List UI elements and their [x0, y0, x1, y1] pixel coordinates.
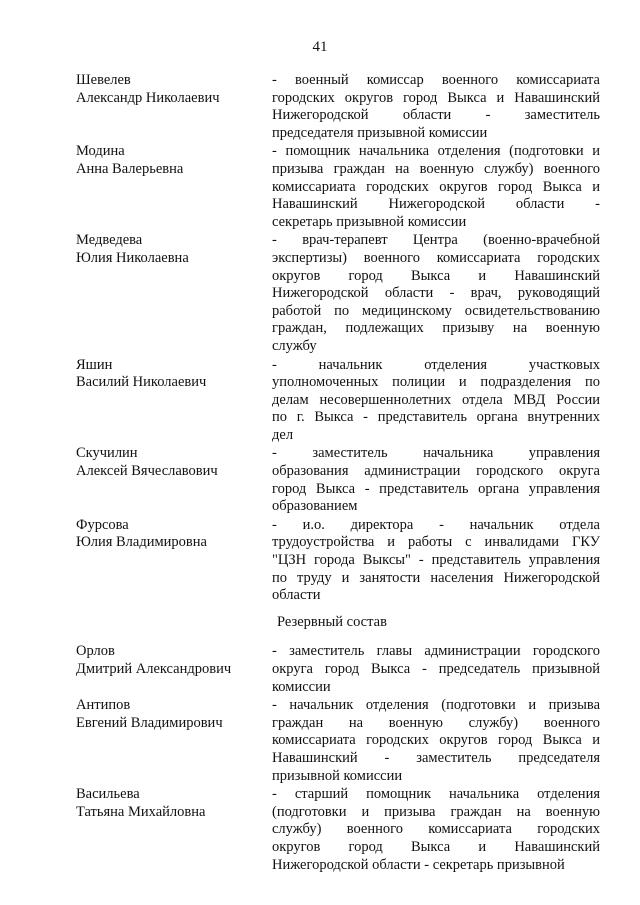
given-names: Алексей Вячеславович — [76, 463, 218, 480]
given-names: Юлия Владимировна — [76, 534, 207, 551]
commission-member — [76, 72, 600, 142]
role-line: уполномоченных полиции и подразделения по — [272, 374, 600, 391]
reserve-member — [76, 786, 600, 874]
reserve-section-title: Резервный состав — [277, 613, 387, 630]
role-line: по труду и занятости населения Нижегородской — [272, 569, 600, 586]
surname: Антипов — [76, 697, 131, 714]
surname: Фурсова — [76, 516, 129, 533]
role-line: округов город Выкса и Навашинский — [272, 838, 600, 855]
reserve-member — [76, 697, 600, 785]
role-line: граждан на военную службу) военного — [272, 714, 600, 731]
given-names: Евгений Владимирович — [76, 714, 223, 731]
role-line: делам несовершеннолетних отдела МВД России — [272, 391, 600, 408]
role-line: работой по медицинскому освидетельствованию — [272, 302, 600, 319]
commission-member — [76, 517, 600, 605]
member-name — [76, 357, 272, 392]
role-line: трудоустройства и работы с инвалидами ГКУ — [272, 534, 600, 551]
reserve-composition — [76, 643, 600, 874]
commission-member — [76, 232, 600, 355]
member-role — [272, 643, 600, 696]
given-names: Дмитрий Александрович — [76, 661, 232, 677]
role-line: "ЦЗН города Выксы" - представитель управления — [272, 552, 600, 569]
member-role — [272, 143, 600, 231]
member-role — [272, 697, 600, 785]
surname: Медведева — [76, 232, 143, 249]
role-line: Нижегородской области - заместитель — [272, 107, 600, 124]
given-names: Александр Николаевич — [76, 89, 220, 106]
member-role — [272, 232, 600, 355]
surname: Васильева — [76, 786, 140, 803]
role-line: Нижегородской области - секретарь призывной — [272, 856, 565, 873]
member-role — [272, 786, 600, 874]
member-role — [272, 357, 600, 445]
member-name — [76, 517, 272, 552]
role-line: призыва граждан на военную службу) военного — [272, 160, 600, 177]
given-names: Василий Николаевич — [76, 374, 207, 391]
reserve-member — [76, 643, 600, 696]
member-name — [76, 72, 272, 107]
member-role — [272, 445, 600, 515]
role-line: призывной комиссии — [272, 767, 403, 784]
role-line: комиссии — [272, 678, 331, 695]
member-name — [76, 232, 272, 267]
role-line: - начальник отделения участковых — [272, 356, 600, 373]
role-line: - и.о. директора - начальник отдела — [272, 516, 600, 533]
role-line: - врач-терапевт Центра (военно-врачебной — [272, 232, 600, 249]
surname: Яшин — [76, 356, 113, 373]
given-names: Татьяна Михайловна — [76, 803, 206, 820]
role-line: Навашинский Нижегородской области - — [272, 196, 600, 213]
role-line: Нижегородской области - врач, руководящий — [272, 285, 600, 302]
role-line: секретарь призывной комиссии — [272, 213, 467, 230]
document-body — [76, 72, 600, 874]
role-line: - старший помощник начальника отделения — [272, 786, 600, 803]
commission-member — [76, 143, 600, 231]
role-line: комиссариата городских округов город Выкса и — [272, 732, 600, 749]
surname: Орлов — [76, 643, 115, 660]
member-name — [76, 445, 272, 480]
surname: Шевелев — [76, 72, 131, 88]
role-line: - заместитель начальника управления — [272, 445, 600, 462]
role-line: - заместитель главы администрации городского — [272, 643, 600, 660]
role-line: образования администрации городского округа — [272, 463, 600, 480]
member-name — [76, 697, 272, 732]
role-line: округов город Выкса и Навашинский — [272, 267, 600, 284]
role-line: (подготовки и призыва граждан на военную — [272, 803, 600, 820]
member-name — [76, 643, 272, 678]
role-line: службу — [272, 337, 317, 354]
member-role — [272, 517, 600, 605]
role-line: дел — [272, 426, 294, 443]
role-line: образованием — [272, 498, 358, 515]
role-line: городских округов город Выкса и Навашинский — [272, 89, 600, 106]
commission-member — [76, 357, 600, 445]
member-name — [76, 143, 272, 178]
role-line: комиссариата городских округов город Выкса и — [272, 178, 600, 195]
role-line: по г. Выкса - представитель органа внутренних — [272, 409, 600, 426]
page-number: 41 — [312, 39, 328, 55]
role-line: - помощник начальника отделения (подготовки и — [272, 143, 600, 160]
role-line: области — [272, 587, 321, 604]
role-line: Навашинский - заместитель председателя — [272, 749, 600, 766]
role-line: граждан, подлежащих призыву на военную — [272, 320, 600, 337]
commission-member — [76, 445, 600, 515]
surname: Модина — [76, 143, 125, 160]
role-line: экспертизы) военного комиссариата городских — [272, 249, 600, 266]
role-line: - военный комиссар военного комиссариата — [272, 72, 600, 88]
role-line: город Выкса - представитель органа управления — [272, 480, 600, 497]
member-role — [272, 72, 600, 142]
role-line: службу) военного комиссариата городских — [272, 821, 600, 838]
role-line: округа город Выкса - председатель призывной — [272, 661, 600, 677]
role-line: - начальник отделения (подготовки и призыва — [272, 697, 600, 714]
main-composition — [76, 72, 600, 605]
role-line: председателя призывной комиссии — [272, 124, 488, 141]
surname: Скучилин — [76, 445, 138, 462]
given-names: Юлия Николаевна — [76, 249, 189, 266]
given-names: Анна Валерьевна — [76, 160, 184, 177]
member-name — [76, 786, 272, 821]
